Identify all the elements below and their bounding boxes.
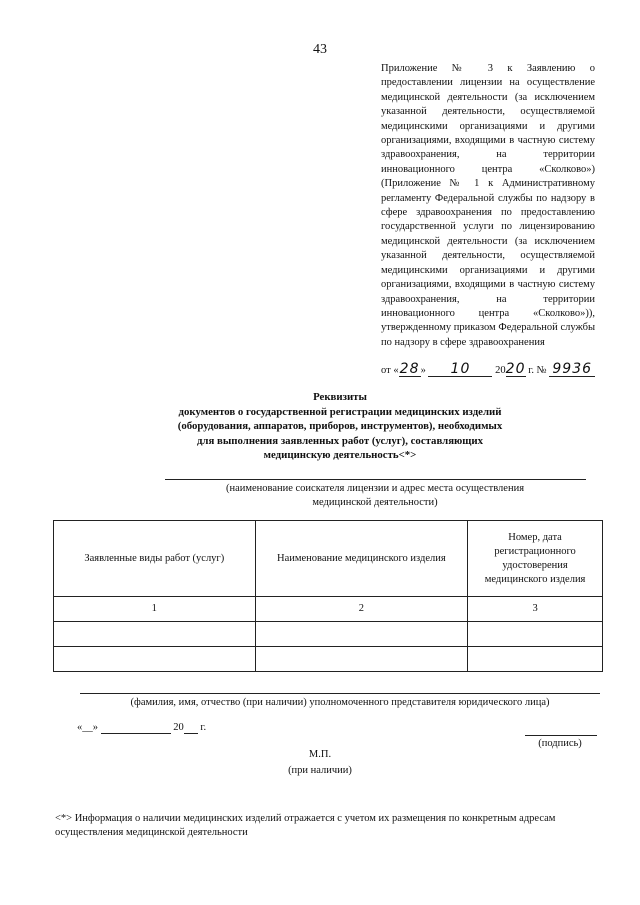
table-row [54,647,603,672]
stamp-label: М.П. [308,749,332,760]
signature-line [525,735,597,736]
column-number: 3 [468,597,603,622]
document-title [150,390,530,463]
stamp-note: (при наличии) [288,765,352,776]
signature-year: 20 [173,722,184,733]
table-cell [255,647,468,672]
table-cell [468,622,603,647]
table-cell [54,622,256,647]
applicant-caption: (наименование соискателя лицензии и адрес места осуществления медицинской деятельности) [225,483,525,508]
date-prefix: от « [381,365,399,376]
page-number: 43 [313,42,327,57]
title-line-2: документов о государственной регистрации медицинских изделий [178,405,502,418]
table-cell [255,622,468,647]
title-line-3: (оборудования, аппаратов, приборов, инструментов), необходимых [177,420,503,432]
date-separator: » [420,365,426,376]
handwritten-year: 20 [505,361,526,377]
column-number: 2 [255,597,468,622]
applicant-name-line [165,479,586,480]
appendix-date-line [381,362,595,378]
header-registration-certificate: Номер, дата регистрационного удостоверения медицинского изделия [468,521,603,597]
footnote: <*> Информация о наличии медицинских изделий отражается с учетом их размещения по конкретным адресам осуществления медицинской деятельности [55,813,556,838]
handwritten-order-number: 9936 [549,362,595,377]
medical-devices-table [53,520,603,672]
title-line-5: медицинскую деятельность<*> [263,449,417,461]
signature-caption: (подпись) [538,738,582,749]
year-prefix: 20 [495,365,506,376]
number-prefix: г. № [528,365,547,376]
signature-year-suffix: г. [200,722,207,733]
handwritten-month: 10 [428,362,492,377]
title-line-4: для выполнения заявленных работ (услуг), составляющих [196,434,484,447]
table-cell [54,647,256,672]
title-line-1: Реквизиты [313,391,367,403]
representative-caption: (фамилия, имя, отчество (при наличии) уполномоченного представителя юридического лица) [130,697,550,708]
representative-name-line [80,693,600,694]
header-device-name: Наименование медицинского изделия [255,521,468,597]
signature-day: «__» [77,722,98,733]
header-work-types: Заявленные виды работ (услуг) [54,521,256,597]
table-row [54,622,603,647]
table-header-row [54,521,603,597]
appendix-reference: Приложение № 3 к Заявлению о предоставлении лицензии на осуществление медицинской деятельности (за исключением указанной деятельности, осуществляемой медицинскими организациями и другими организациями, входящими в частную систему здравоохранения, на территории инновационного центра «Сколково») (Приложение № 1 к Административному регламенту Федеральной службы по надзору в сфере здравоохранения по предоставлению государственной услуги по лицензированию медицинской деятельности (за исключением указанной деятельности, осуществляемой медицинскими организациями и другими организациями, входящими в частную систему здравоохранения, на территории инновационного центра «Сколково»)), утвержденному приказом Федеральной службы по надзору в сфере здравоохранения [381,63,595,348]
table-cell [468,647,603,672]
table-number-row [54,597,603,622]
handwritten-day: 28 [399,361,420,377]
signature-date [77,722,206,734]
column-number: 1 [54,597,256,622]
